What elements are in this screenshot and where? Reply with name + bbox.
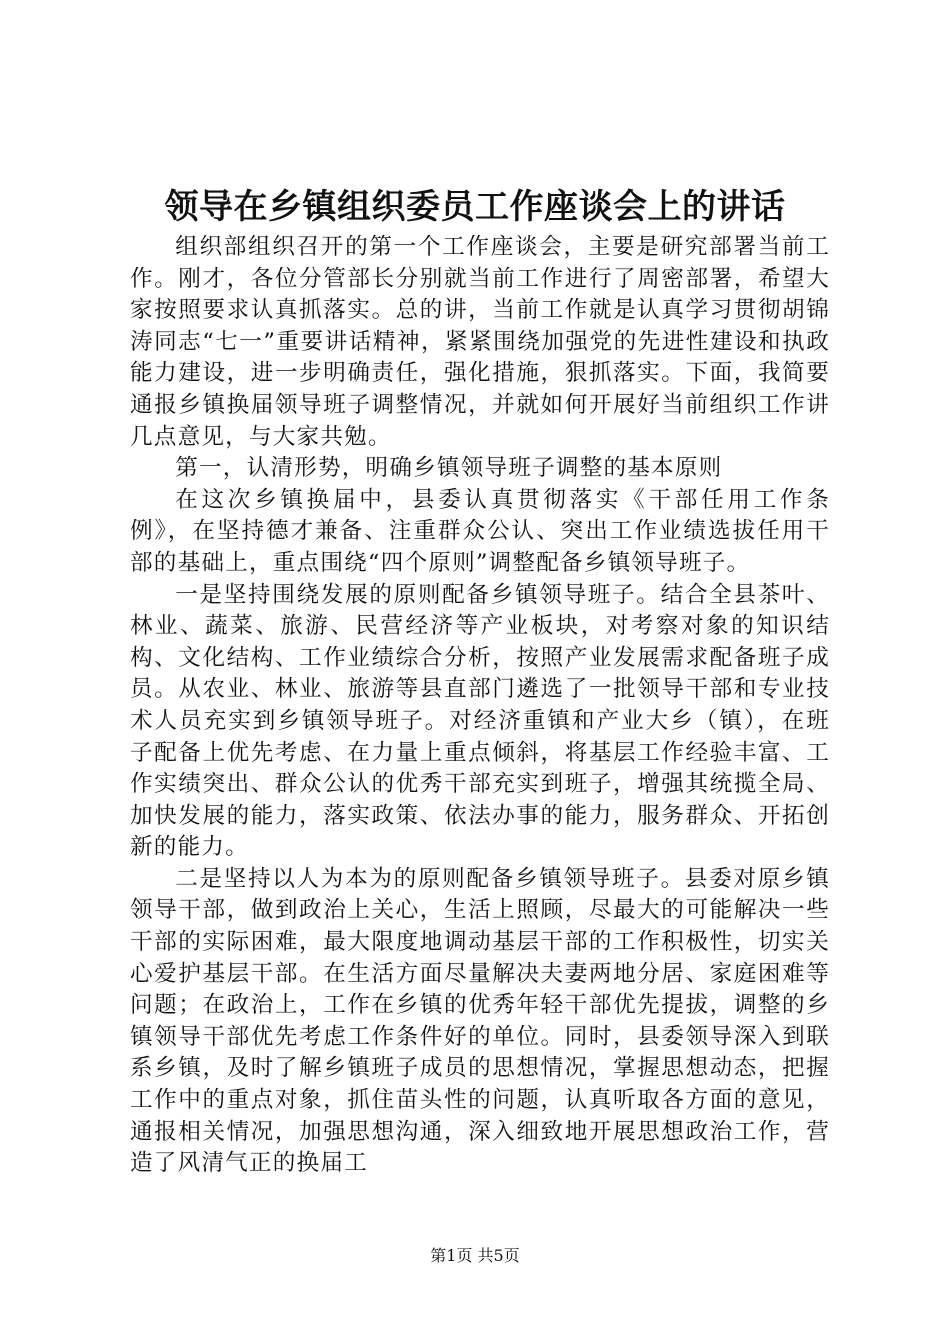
paragraph-section-1-intro: 在这次乡镇换届中，县委认真贯彻落实《干部任用工作条例》，在坚持德才兼备、注重群众公认、突出工作业绩选拔任用干部的基础上，重点围绕“四个原则”调整配备乡镇领导班子。 [130,486,830,576]
page-number-footer: 第1页 共5页 [430,1246,520,1265]
paragraph-intro: 组织部组织召开的第一个工作座谈会，主要是研究部署当前工作。刚才，各位分管部长分别就当前工作进行了周密部署，希望大家按照要求认真抓落实。总的讲，当前工作就是认真学习贯彻胡锦涛同志“七一”重要讲话精神，紧紧围绕加强党的先进性建设和执政能力建设，进一步明确责任，强化措施，狠抓落实。下面，我简要通报乡镇换届领导班子调整情况，并就如何开展好当前组织工作讲几点意见，与大家共勉。 [130,234,830,450]
document-title: 领导在乡镇组织委员工作座谈会上的讲话 [164,187,786,227]
section-heading-1: 第一，认清形势，明确乡镇领导班子调整的基本原则 [175,455,723,482]
paragraph-principle-1: 一是坚持围绕发展的原则配备乡镇领导班子。结合全县茶叶、林业、蔬菜、旅游、民营经济等产业板块，对考察对象的知识结构、文化结构、工作业绩综合分析，按照产业发展需求配备班子成员。从农业、林业、旅游等县直部门遴选了一批领导干部和专业技术人员充实到乡镇领导班子。对经济重镇和产业大乡（镇），在班子配备上优先考虑、在力量上重点倾斜，将基层工作经验丰富、工作实绩突出、群众公认的优秀干部充实到班子，增强其统揽全局、加快发展的能力，落实政策、依法办事的能力，服务群众、开拓创新的能力。 [130,581,830,861]
document-body [130,232,830,1180]
paragraph-principle-2: 二是坚持以人为本为的原则配备乡镇领导班子。县委对原乡镇领导干部，做到政治上关心，生活上照顾，尽最大的可能解决一些干部的实际困难，最大限度地调动基层干部的工作积极性，切实关心爱护基层干部。在生活方面尽量解决夫妻两地分居、家庭困难等问题；在政治上，工作在乡镇的优秀年轻干部优先提拔，调整的乡镇领导干部优先考虑工作条件好的单位。同时，县委领导深入到联系乡镇，及时了解乡镇班子成员的思想情况，掌握思想动态，把握工作中的重点对象，抓住苗头性的问题，认真听取各方面的意见，通报相关情况，加强思想沟通，深入细致地开展思想政治工作，营造了风清气正的换届工 [130,865,830,1177]
